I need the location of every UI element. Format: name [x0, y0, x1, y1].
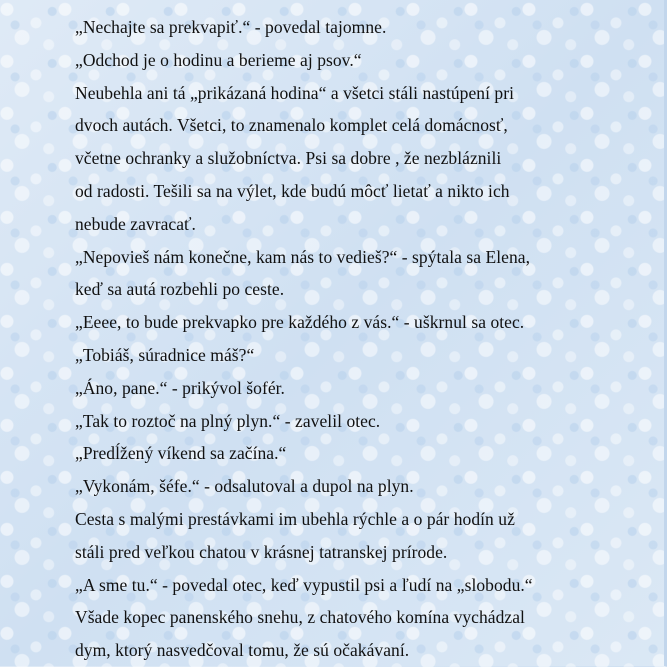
text-line: Cesta s malými prestávkami im ubehla rýchle a o pár hodín už — [75, 508, 515, 529]
text-line: „Odchod je o hodinu a berieme aj psov.“ — [75, 49, 362, 70]
text-line: dvoch autách. Všetci, to znamenalo komplet celá domácnosť, — [75, 115, 508, 136]
text-line: Neubehla ani tá „prikázaná hodina“ a všetci stáli nastúpení pri — [75, 82, 515, 103]
text-line: „Tak to roztoč na plný plyn.“ - zavelil otec. — [75, 410, 381, 431]
text-line: stáli pred veľkou chatou v krásnej tatranskej prírode. — [75, 541, 448, 562]
text-line: dym, ktorý nasvedčoval tomu, že sú očakávaní. — [75, 640, 410, 661]
text-line: „Eeee, to bude prekvapko pre každého z vás.“ - uškrnul sa otec. — [75, 312, 525, 333]
text-line: „Tobiáš, súradnice máš?“ — [75, 344, 255, 365]
text-line: „A sme tu.“ - povedal otec, keď vypustil psi a ľudí na „slobodu.“ — [75, 574, 533, 595]
story-text — [75, 11, 655, 667]
text-line: „Nechajte sa prekvapiť.“ - povedal tajomne. — [75, 17, 387, 37]
text-line: „Áno, pane.“ - prikývol šofér. — [75, 377, 285, 398]
text-line: „Predĺžený víkend sa začína.“ — [75, 443, 287, 464]
text-line: nebude zavracať. — [75, 213, 196, 234]
text-line: „Nepovieš nám konečne, kam nás to vedieš?“ - spýtala sa Elena, — [75, 246, 531, 267]
text-line: Všade kopec panenského snehu, z chatového komína vychádzal — [75, 607, 525, 628]
text-line: od radosti. Tešili sa na výlet, kde budú môcť lietať a nikto ich — [75, 180, 510, 201]
text-line: keď sa autá rozbehli po ceste. — [75, 279, 285, 300]
text-line: „Vykonám, šéfe.“ - odsalutoval a dupol na plyn. — [75, 476, 414, 497]
text-line: včetne ochranky a služobníctva. Psi sa dobre , že nezbláznili — [75, 148, 502, 169]
